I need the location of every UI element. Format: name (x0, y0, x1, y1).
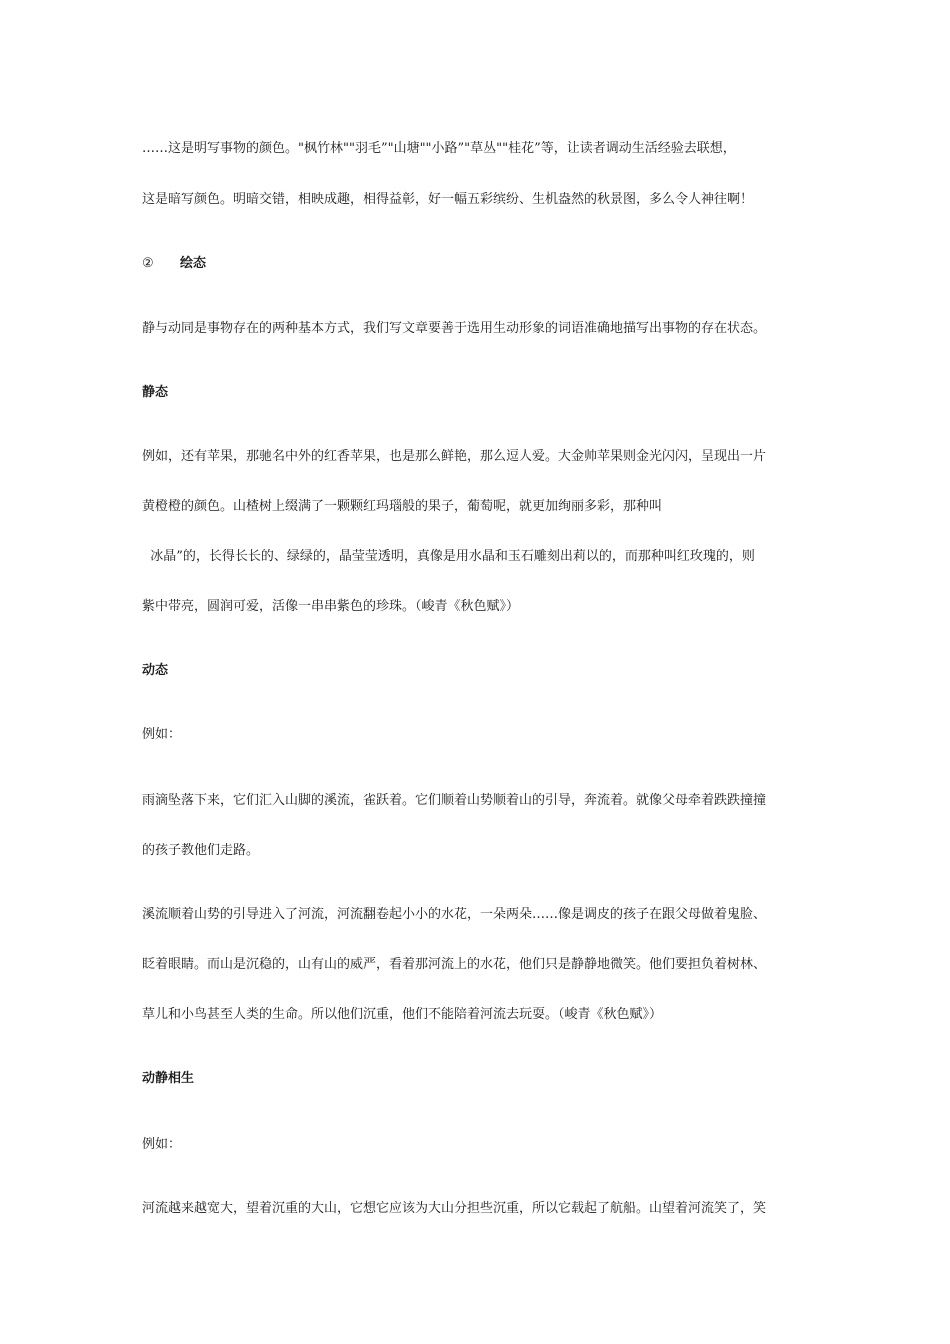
paragraph-line: 黄橙橙的颜色。山楂树上缀满了一颗颗红玛瑙般的果子，葡萄呢，就更加绚丽多彩，那种叫 (142, 499, 663, 514)
subheading-dynamic-static: 动静相生 (142, 1071, 195, 1086)
paragraph-line: ……这是明写事物的颜色。"枫竹林""羽毛”"山塘""小路”"草丛""桂花”等，让读者调动生活经验去联想， (142, 141, 736, 156)
subheading-dynamic: 动态 (142, 663, 169, 678)
paragraph-line: 静与动同是事物存在的两种基本方式，我们写文章要善于选用生动形象的词语准确地描写出事物的存在状态。 (142, 321, 767, 336)
paragraph-line: 紫中带亮，圆润可爱，活像一串串紫色的珍珠。（峻青《秋色赋》） (142, 599, 520, 614)
section-number: ② (142, 256, 154, 271)
subheading-static: 静态 (142, 385, 169, 400)
paragraph-line: 这是暗写颜色。明暗交错，相映成趣，相得益彰，好一幅五彩缤纷、生机盎然的秋景图，多么令人神往啊！ (142, 192, 754, 207)
paragraph-line: 眨着眼睛。而山是沉稳的，山有山的威严，看着那河流上的水花，他们只是静静地微笑。他们要担负着树林、 (142, 957, 767, 972)
example-label: 例如： (142, 1137, 182, 1152)
paragraph-line: 雨滴坠落下来，它们汇入山脚的溪流，雀跃着。它们顺着山势顺着山的引导，奔流着。就像父母牵着跌跌撞撞 (142, 793, 767, 808)
section-title: 绘态 (180, 256, 207, 271)
example-label: 例如： (142, 727, 182, 742)
paragraph-line: 河流越来越宽大，望着沉重的大山，它想它应该为大山分担些沉重，所以它载起了航船。山望着河流笑了，笑 (142, 1201, 767, 1216)
paragraph-line: 冰晶”的，长得长长的、绿绿的，晶莹莹透明，真像是用水晶和玉石雕刻出莉以的，而那种叫红玫瑰的，则 (142, 549, 755, 564)
paragraph-line: 的孩子教他们走路。 (142, 843, 260, 858)
paragraph-line: 例如，还有苹果，那驰名中外的红香苹果，也是那么鲜艳，那么逗人爱。大金帅苹果则金光闪闪，呈现出一片 (142, 449, 767, 464)
paragraph-line: 草儿和小鸟甚至人类的生命。所以他们沉重，他们不能陪着河流去玩耍。（峻青《秋色赋》） (142, 1007, 663, 1022)
paragraph-line: 溪流顺着山势的引导进入了河流，河流翻卷起小小的水花，一朵两朵……像是调皮的孩子在跟父母做着鬼脸、 (142, 907, 767, 922)
